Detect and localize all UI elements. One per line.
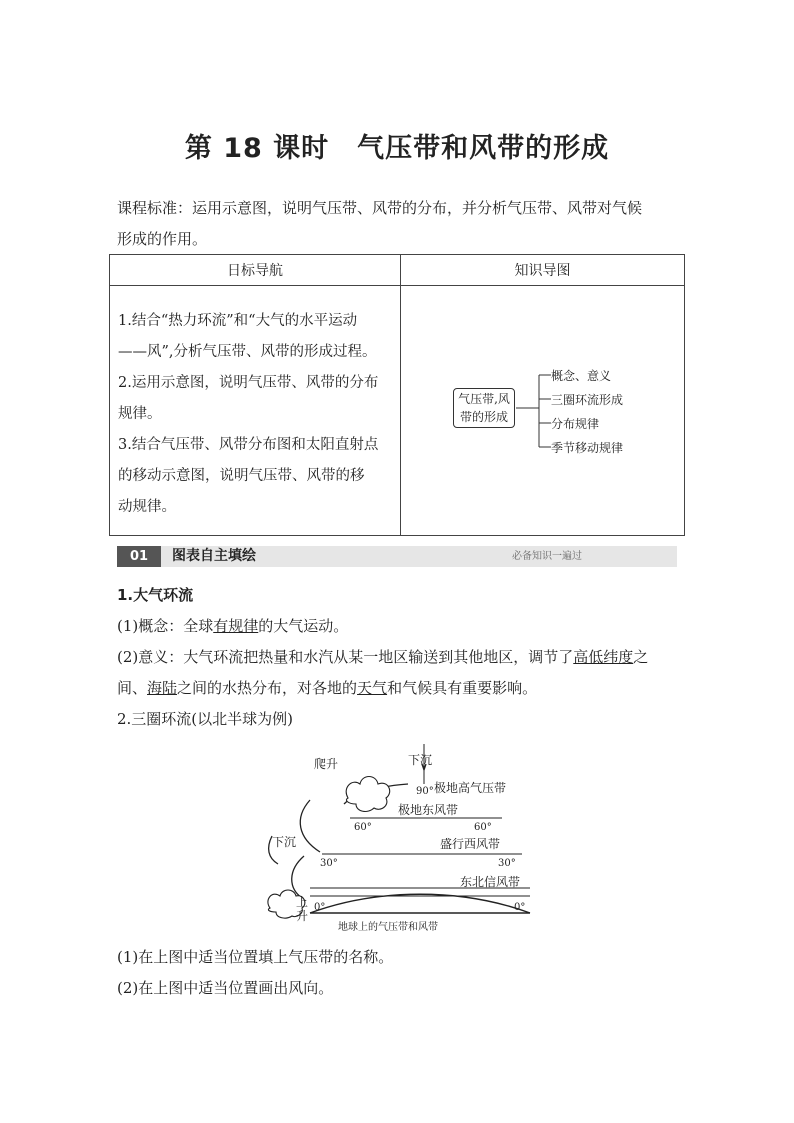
map-item: 季节移动规律 — [551, 441, 624, 455]
goal-line: 动规律。 — [118, 499, 176, 515]
map-items — [551, 364, 623, 460]
polar-east-label: 极地东风带 — [398, 803, 459, 817]
section-subtitle: 必备知识一遍过 — [512, 551, 582, 562]
answer-underlined: 有规律 — [213, 617, 259, 635]
text: 间、 — [117, 679, 148, 697]
curriculum-standard — [117, 193, 677, 255]
question-1: (1)在上图中适当位置填上气压带的名称。 — [117, 948, 394, 966]
text: (1)概念：全球 — [117, 617, 214, 635]
answer-underlined: 高低纬度 — [573, 648, 634, 666]
label-sink-top: 下沉 — [408, 753, 433, 767]
questions — [117, 942, 683, 1004]
standard-line-1: 课程标准：运用示意图，说明气压带、风带的分布，并分析气压带、风带对气候 — [117, 199, 643, 217]
ne-trades-label: 东北信风带 — [460, 875, 521, 889]
goal-list — [110, 286, 401, 536]
map-item: 概念、意义 — [551, 369, 612, 383]
section-title: 图表自主填绘 — [172, 548, 256, 564]
text: 和气候具有重要影响。 — [387, 679, 538, 697]
map-item: 分布规律 — [551, 417, 600, 431]
polar-high-label: 极地高气压带 — [434, 781, 507, 795]
goal-table — [109, 254, 685, 536]
question-2: (2)在上图中适当位置画出风向。 — [117, 979, 334, 997]
deg-30-right: 30° — [498, 858, 516, 869]
goal-line: 的移动示意图，说明气压带、风带的移 — [118, 468, 365, 484]
answer-underlined: 天气 — [357, 679, 388, 697]
deg-90: 90° — [416, 786, 434, 797]
text: 的大气运动。 — [258, 617, 349, 635]
diagram-caption: 地球上的气压带和风带 — [338, 922, 438, 933]
label-rise-bottom-2: 升 — [296, 909, 309, 923]
paragraph-significance — [117, 642, 683, 673]
goal-line: ——风”,分析气压带、风带的形成过程。 — [118, 344, 377, 360]
deg-0-right: 0° — [514, 902, 526, 913]
text: 之间的水热分布，对各地的 — [177, 679, 358, 697]
answer-underlined: 海陆 — [147, 679, 178, 697]
knowledge-map — [401, 286, 685, 536]
goal-line: 3.结合气压带、风带分布图和太阳直射点 — [118, 437, 379, 453]
deg-60-left: 60° — [354, 822, 372, 833]
map-center-line: 带的形成 — [459, 410, 508, 424]
three-cell-diagram — [258, 738, 548, 938]
page-title: 第 18 课时 气压带和风带的形成 — [184, 133, 610, 164]
goal-line: 1.结合“热力环流”和“大气的水平运动 — [118, 313, 358, 329]
heading-atmospheric-circulation: 1.大气环流 — [117, 586, 194, 604]
paragraph-concept — [117, 611, 683, 642]
paragraph-significance-cont — [117, 673, 683, 704]
map-item: 三圈环流形成 — [551, 393, 624, 407]
text: (2)意义：大气环流把热量和水汽从某一地区输送到其他地区，调节了 — [117, 648, 574, 666]
goal-line: 规律。 — [118, 406, 162, 422]
deg-0-left: 0° — [314, 902, 326, 913]
goal-header: 日标导航 — [110, 255, 401, 286]
deg-30-left: 30° — [320, 858, 338, 869]
cloud-icon — [346, 777, 390, 812]
globe-outline — [310, 894, 530, 913]
deg-60-right: 60° — [474, 822, 492, 833]
label-sink-left: 下沉 — [272, 835, 297, 849]
map-center-line: 气压带,风 — [458, 392, 510, 406]
label-rise-bottom-1: 上 — [296, 895, 309, 909]
standard-line-2: 形成的作用。 — [117, 230, 208, 248]
left-loop — [300, 800, 320, 852]
label-rise: 爬升 — [314, 757, 339, 771]
map-connector-lines — [401, 286, 685, 534]
westerlies-label: 盛行西风带 — [440, 837, 501, 851]
heading-three-cell: 2.三圈环流(以北半球为例) — [117, 710, 294, 728]
map-header: 知识导图 — [401, 255, 685, 286]
section-number: 01 — [117, 546, 161, 567]
goal-line: 2.运用示意图，说明气压带、风带的分布 — [118, 375, 379, 391]
content-body — [117, 580, 683, 735]
text: 之 — [633, 648, 649, 666]
